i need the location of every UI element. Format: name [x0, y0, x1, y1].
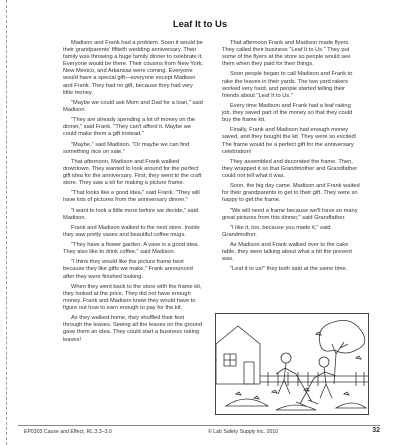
story-paragraph: "Leaf it to us!" they both said at the same time.: [230, 266, 348, 273]
story-paragraph: As they walked home, they shuffled their feet through the leaves. Seeing all the leaves on the ground gave them an idea. They could start a business raking leaves!: [63, 315, 203, 343]
story-title: Leaf It to Us: [172, 19, 228, 30]
story-paragraph: "That looks like a good idea," said Frank. "They will have lots of pictures from the anniversary dinner.": [63, 190, 200, 204]
story-paragraph: Madison and Frank had a problem. Soon it would be their grandparents' fiftieth wedding anniversary. Their family was throwing a huge family dinner to celebrate it. Everyone would be there. Their cousins from New York, New Mexico, and Arkansas were coming. Everyone would have a special gift—everyone except Madison and Frank. They had no gift, because they had very little money.: [63, 40, 203, 96]
story-paragraph: "I want to look a little more before we decide," said Madison.: [63, 207, 199, 221]
footer-product-code: EP0303 Cause and Effect, RL.3.3–3.0: [24, 429, 112, 435]
cut-line: [6, 0, 7, 445]
story-paragraph: "They are already spending a lot of money on the dinner," said Frank. "They can't afford it. Maybe we could make them a gift instead.": [63, 117, 196, 138]
story-paragraph: When they went back to the store with the frame kit, they looked at the price. They did not have enough money. Frank and Madison knew they would have to figure out how to earn enough to pay for the kit.: [63, 283, 202, 312]
story-paragraph: Soon, the big day came. Madison and Frank waited for their grandparents to get to their gift. They were so happy to get the frame.: [222, 183, 360, 204]
story-paragraph: "Maybe," said Madison. "Or maybe we can find something nice on sale.": [63, 141, 190, 155]
story-paragraph: That afternoon Frank and Madison made flyers. They called their business "Leaf It to Us." They put some of the flyers at the store so people would see them when they paid for their things.: [222, 40, 351, 68]
story-paragraph: Frank and Madison walked to the next store. Inside they saw pretty vases and beautiful coffee mugs.: [63, 224, 200, 238]
story-paragraph: As Madison and Frank walked over to the cake table, they were talking about what a hit the present was.: [222, 242, 352, 263]
story-paragraph: Every time Madison and Frank had a leaf raking job, they saved part of the money so that they could buy the frame kit.: [222, 102, 353, 124]
story-paragraph: "They have a flower garden. A vase is a good idea. They also like to drink coffee," said Madison.: [63, 242, 199, 256]
footer-copyright: © Lab Safety Supply Inc. 2010: [208, 429, 279, 435]
story-paragraph: "I like it, too, because you made it," said Grandmother.: [222, 224, 331, 238]
page-number: 32: [372, 427, 380, 434]
story-paragraph: They assembled and decorated the frame. Then, they wrapped it so that Grandmother and Grandfather could not tell what it was.: [222, 158, 358, 179]
story-paragraph: Finally, Frank and Madison had enough money saved, and they bought the kit. They were so excited! The frame would be a perfect gift for the anniversary celebration!: [222, 127, 357, 155]
story-paragraph: That afternoon, Madison and Frank walked downtown. They wanted to look around for the perfect gift idea for the anniversary. First, they went to the craft store. They saw a kit for making a picture frame.: [63, 158, 202, 187]
story-paragraph: "I think they would like the picture frame best because they like gifts we make," Frank announced after they were finished looking.: [63, 259, 193, 280]
illustration-drawing: [216, 314, 368, 414]
story-paragraph: Soon people began to call Madison and Frank to rake the leaves in their yards. The two yard rakers worked very hard, and people started telling their friends about "Leaf It to Us.": [222, 71, 353, 99]
story-left-column: [63, 40, 203, 347]
story-paragraph: "We will need a frame because we'll have so many great pictures from this dinner," said Grandfather.: [222, 207, 358, 221]
story-paragraph: "Maybe we could ask Mom and Dad for a loan," said Madison.: [63, 99, 203, 113]
page-footer: [18, 425, 380, 440]
story-right-column: [222, 40, 360, 277]
raking-leaves-illustration: [215, 313, 369, 415]
